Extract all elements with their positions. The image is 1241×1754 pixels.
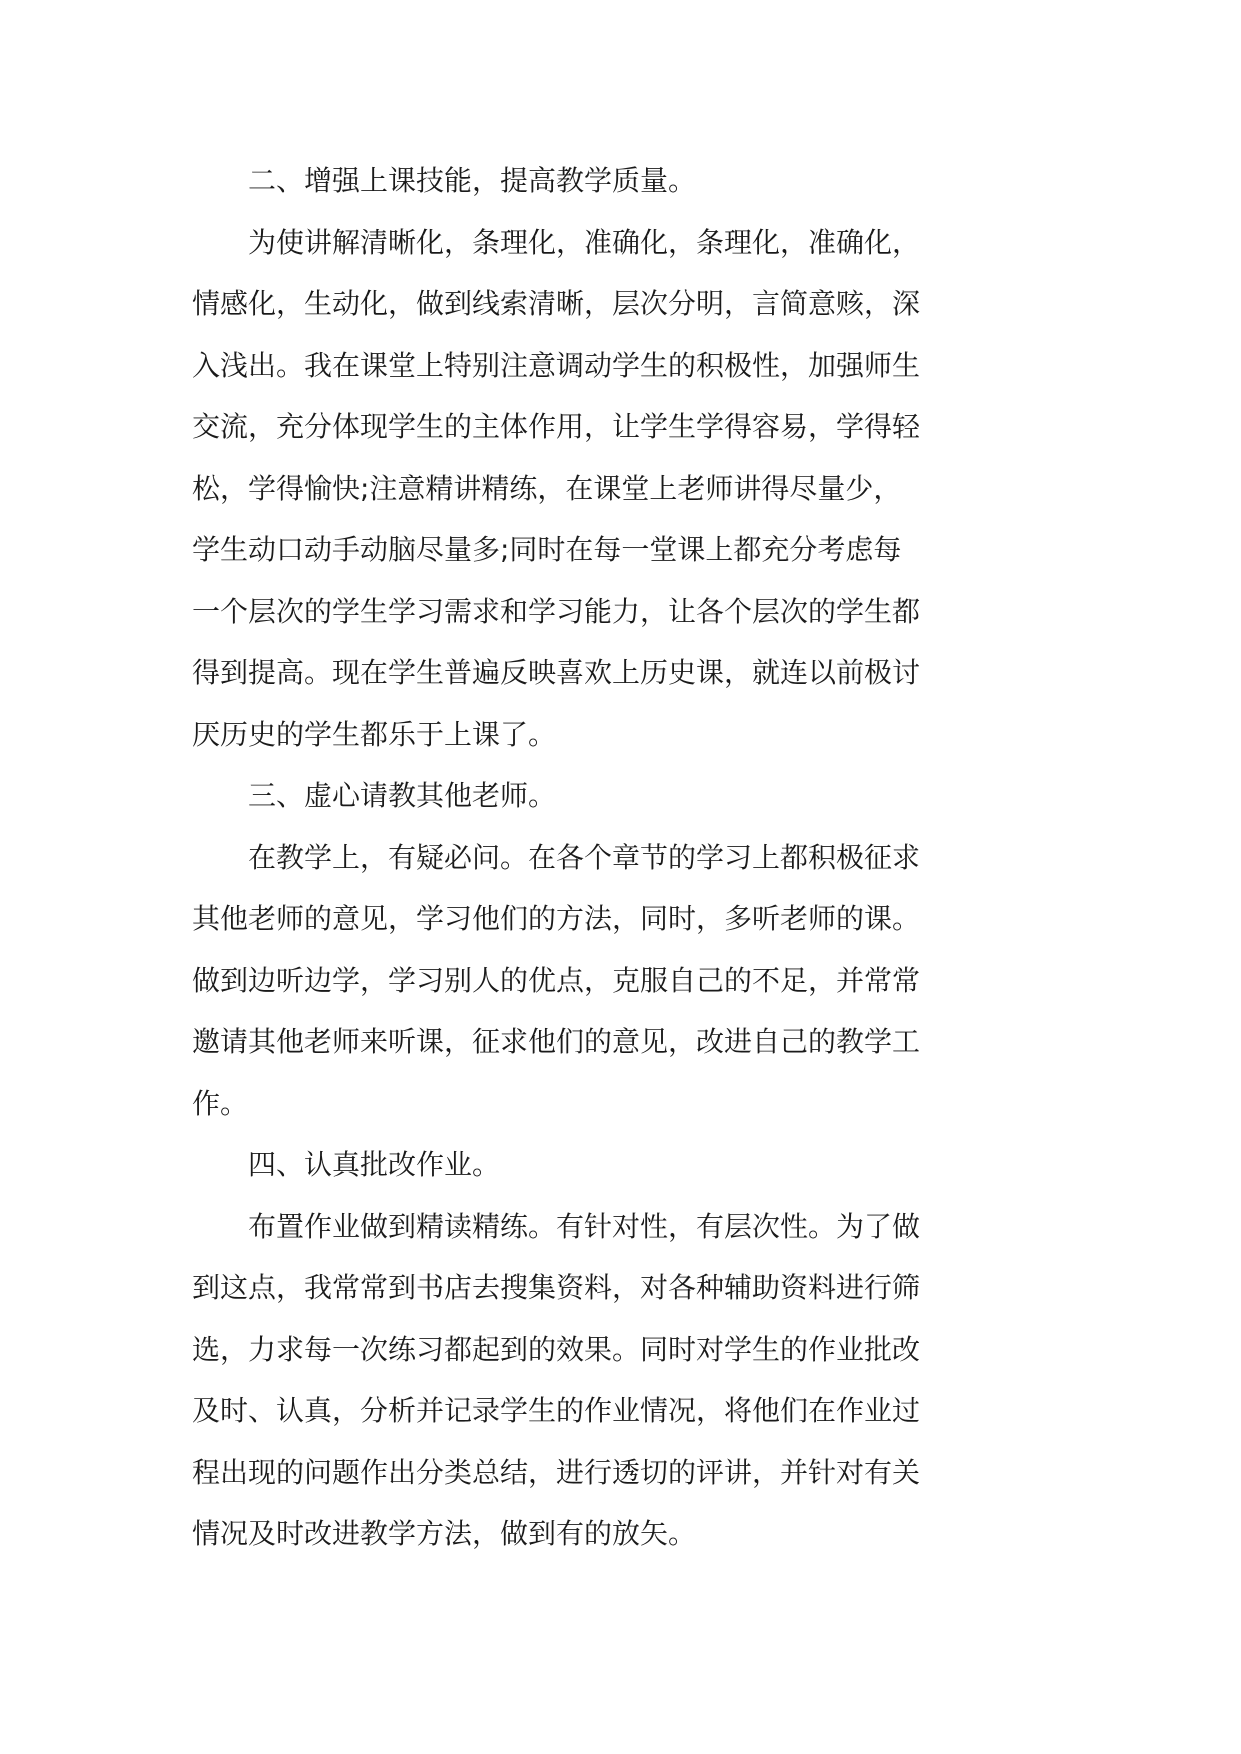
text-line: 作。 bbox=[192, 1086, 249, 1120]
text-line: 在教学上，有疑必问。在各个章节的学习上都积极征求 bbox=[192, 840, 921, 874]
text-line: 布置作业做到精读精练。有针对性，有层次性。为了做 bbox=[192, 1209, 921, 1243]
text-line: 情况及时改进教学方法，做到有的放矢。 bbox=[192, 1517, 697, 1550]
text-line: 程出现的问题作出分类总结，进行透切的评讲，并针对有关 bbox=[192, 1455, 921, 1489]
text-line: 到这点，我常常到书店去搜集资料，对各种辅助资料进行筛 bbox=[192, 1271, 921, 1304]
text-line: 做到边听边学，学习别人的优点，克服自己的不足，并常常 bbox=[192, 963, 921, 997]
text-line: 邀请其他老师来听课，征求他们的意见，改进自己的教学工 bbox=[192, 1025, 921, 1058]
document-body bbox=[192, 150, 1072, 1565]
text-line: 其他老师的意见，学习他们的方法，同时，多听老师的课。 bbox=[192, 902, 921, 935]
text-line: 得到提高。现在学生普遍反映喜欢上历史课，就连以前极讨 bbox=[192, 656, 921, 689]
text-line: 交流，充分体现学生的主体作用，让学生学得容易，学得轻 bbox=[192, 410, 921, 443]
text-line: 厌历史的学生都乐于上课了。 bbox=[192, 717, 557, 751]
heading-section-4: 四、认真批改作业。 bbox=[192, 1148, 501, 1181]
text-line: 为使讲解清晰化，条理化，准确化，条理化，准确化， bbox=[192, 225, 921, 259]
heading-section-2: 二、增强上课技能，提高教学质量。 bbox=[192, 164, 697, 197]
text-line: 入浅出。我在课堂上特别注意调动学生的积极性，加强师生 bbox=[192, 348, 921, 382]
text-line: 选，力求每一次练习都起到的效果。同时对学生的作业批改 bbox=[192, 1332, 921, 1366]
text-line: 松，学得愉快;注意精讲精练，在课堂上老师讲得尽量少， bbox=[192, 471, 902, 505]
text-line: 情感化，生动化，做到线索清晰，层次分明，言简意赅，深 bbox=[192, 287, 921, 320]
text-line: 一个层次的学生学习需求和学习能力，让各个层次的学生都 bbox=[192, 594, 921, 628]
heading-section-3: 三、虚心请教其他老师。 bbox=[192, 779, 557, 812]
text-line: 学生动口动手动脑尽量多;同时在每一堂课上都充分考虑每 bbox=[192, 533, 902, 566]
text-line: 及时、认真，分析并记录学生的作业情况，将他们在作业过 bbox=[192, 1394, 921, 1427]
